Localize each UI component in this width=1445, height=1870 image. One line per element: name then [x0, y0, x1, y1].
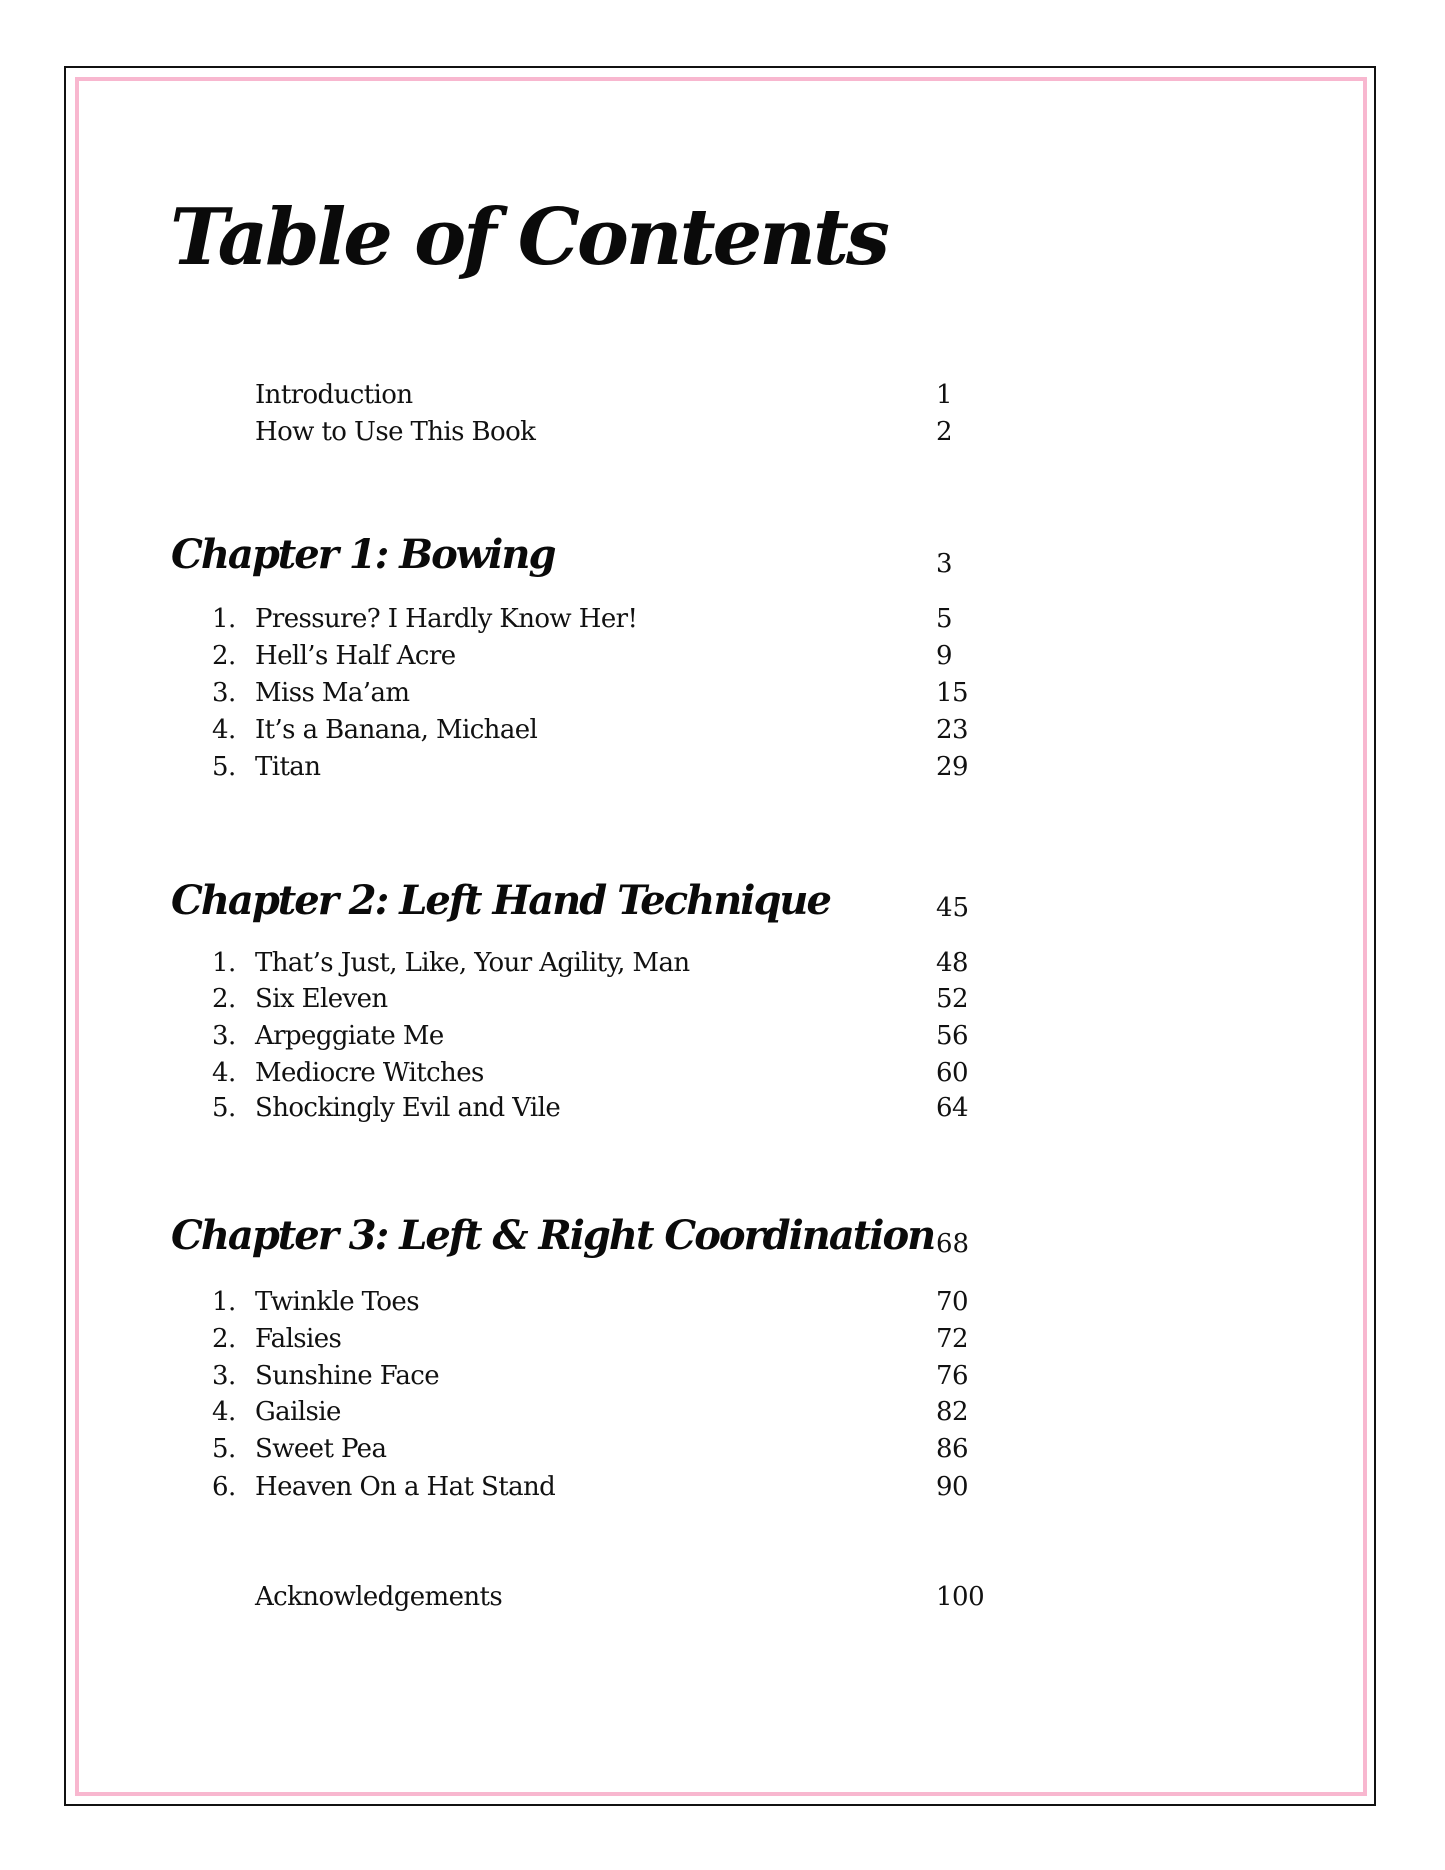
entry-label: It’s a Banana, Michael	[255, 715, 538, 745]
entry-number: 2.	[212, 984, 236, 1014]
entry-label: Introduction	[255, 380, 413, 410]
entry-page-number: 29	[936, 752, 969, 782]
entry-page-number: 2	[936, 417, 953, 447]
chapter-3-page-number: 68	[936, 1229, 970, 1259]
entry-label: How to Use This Book	[255, 417, 536, 447]
entry-label: Sunshine Face	[255, 1361, 440, 1391]
entry-label: Titan	[255, 752, 321, 782]
entry-page-number: 70	[936, 1287, 969, 1317]
entry-page-number: 23	[936, 715, 969, 745]
entry-number: 4.	[212, 1397, 236, 1427]
entry-label: Sweet Pea	[255, 1434, 387, 1464]
entry-label: That’s Just, Like, Your Agility, Man	[255, 948, 690, 978]
entry-number: 2.	[212, 641, 236, 671]
entry-label: Twinkle Toes	[255, 1287, 419, 1317]
toc-entry[interactable]	[0, 1394, 1445, 1431]
entry-label: Mediocre Witches	[255, 1058, 484, 1088]
toc-entry[interactable]	[0, 1018, 1445, 1055]
toc-entry-how-to-use[interactable]	[0, 414, 1445, 451]
page-inner-pink-border	[75, 77, 1367, 1796]
entry-number: 5.	[212, 752, 236, 782]
entry-page-number: 5	[936, 604, 953, 634]
entry-page-number: 86	[936, 1434, 969, 1464]
entry-number: 5.	[212, 1093, 236, 1123]
toc-entry[interactable]	[0, 981, 1445, 1018]
entry-label: Acknowledgements	[255, 1582, 503, 1612]
entry-page-number: 1	[936, 380, 953, 410]
page-title: Table of Contents	[170, 192, 887, 283]
entry-label: Gailsie	[255, 1397, 341, 1427]
entry-page-number: 76	[936, 1361, 969, 1391]
entry-page-number: 56	[936, 1021, 969, 1051]
entry-page-number: 100	[936, 1582, 985, 1612]
entry-page-number: 82	[936, 1397, 969, 1427]
entry-number: 1.	[212, 948, 236, 978]
entry-label: Hell’s Half Acre	[255, 641, 456, 671]
entry-number: 4.	[212, 1058, 236, 1088]
chapter-2-page-number: 45	[936, 893, 970, 923]
toc-entry[interactable]	[0, 1090, 1445, 1127]
toc-entry-acknowledgements[interactable]	[0, 1579, 1445, 1616]
chapter-2-heading[interactable]: Chapter 2: Left Hand Technique	[171, 877, 830, 924]
entry-number: 6.	[212, 1472, 236, 1502]
entry-label: Miss Ma’am	[255, 678, 410, 708]
entry-number: 5.	[212, 1434, 236, 1464]
entry-number: 3.	[212, 678, 236, 708]
entry-page-number: 60	[936, 1058, 969, 1088]
toc-entry[interactable]	[0, 712, 1445, 749]
entry-label: Arpeggiate Me	[255, 1021, 444, 1051]
toc-entry[interactable]	[0, 1321, 1445, 1358]
entry-number: 1.	[212, 604, 236, 634]
entry-page-number: 72	[936, 1324, 969, 1354]
entry-number: 2.	[212, 1324, 236, 1354]
entry-number: 1.	[212, 1287, 236, 1317]
chapter-3-heading[interactable]: Chapter 3: Left & Right Coordination	[171, 1212, 935, 1259]
entry-number: 3.	[212, 1021, 236, 1051]
chapter-1-page-number: 3	[936, 549, 953, 579]
entry-label: Six Eleven	[255, 984, 388, 1014]
toc-entry[interactable]	[0, 945, 1445, 982]
entry-label: Falsies	[255, 1324, 342, 1354]
entry-page-number: 15	[936, 678, 969, 708]
toc-entry[interactable]	[0, 1469, 1445, 1506]
entry-label: Pressure? I Hardly Know Her!	[255, 604, 638, 634]
toc-entry[interactable]	[0, 1055, 1445, 1092]
entry-number: 3.	[212, 1361, 236, 1391]
toc-entry[interactable]	[0, 638, 1445, 675]
entry-page-number: 48	[936, 948, 969, 978]
entry-label: Shockingly Evil and Vile	[255, 1093, 561, 1123]
toc-entry[interactable]	[0, 601, 1445, 638]
chapter-1-heading[interactable]: Chapter 1: Bowing	[171, 531, 555, 578]
entry-page-number: 52	[936, 984, 969, 1014]
toc-entry[interactable]	[0, 749, 1445, 786]
entry-page-number: 9	[936, 641, 953, 671]
entry-label: Heaven On a Hat Stand	[255, 1472, 556, 1502]
entry-number: 4.	[212, 715, 236, 745]
toc-entry[interactable]	[0, 1284, 1445, 1321]
entry-page-number: 64	[936, 1093, 969, 1123]
toc-entry[interactable]	[0, 1358, 1445, 1395]
toc-entry[interactable]	[0, 1431, 1445, 1468]
toc-entry-introduction[interactable]	[0, 377, 1445, 414]
toc-entry[interactable]	[0, 675, 1445, 712]
entry-page-number: 90	[936, 1472, 969, 1502]
